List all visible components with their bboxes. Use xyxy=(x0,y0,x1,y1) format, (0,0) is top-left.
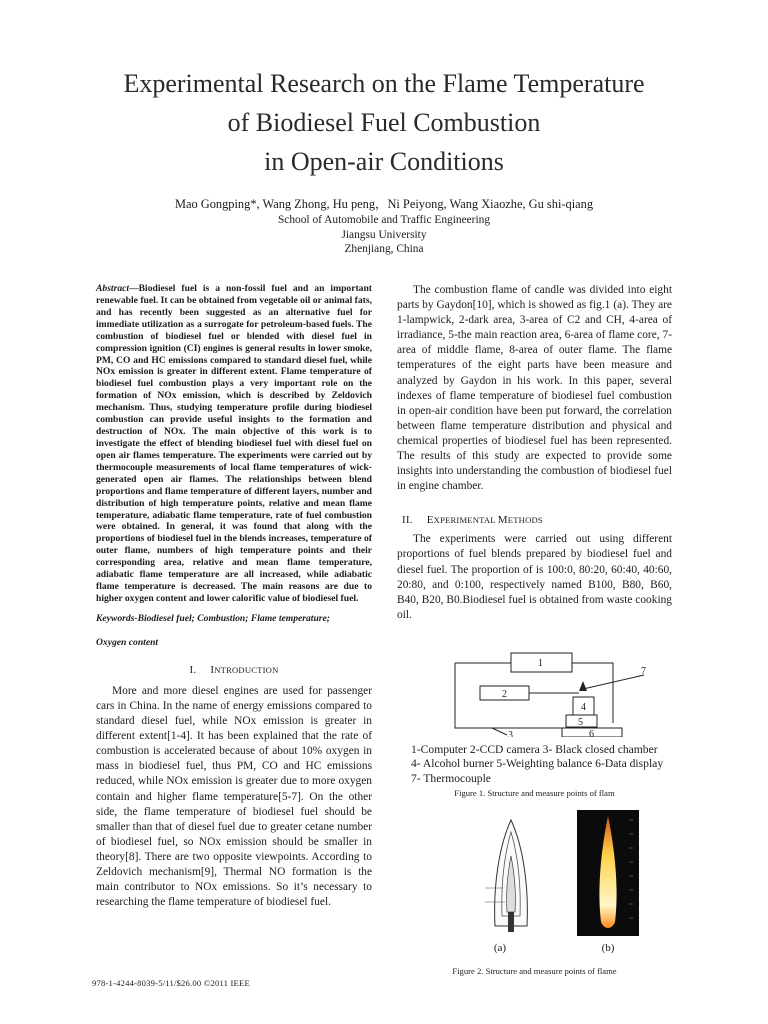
section-2-rest: ETHODS xyxy=(507,515,543,526)
fig1-label-4: 4 xyxy=(581,701,586,713)
introduction-text: More and more diesel engines are used for passenger cars in China. In the name of energy emissions compared to standard diesel fuel, while NOx emission is greater in different extent[1-4]. It has been explained that the rate of combustion is accelerated because of about 10% oxygen in mass in biodiesel fuel, thus PM, CO and HC emissions reduced, while NOx emission is greater due to more oxygen contain and higher flame temperature[5-7]. On the other side, the flame temperature of biodiesel fuel should be smaller than that of diesel fuel due to greater cetane number of biodiesel fuel, so NOx emission should be smaller in theory[8]. There are two opposite viewpoints. According to Zeldovich mechanism[9], Thermal NO formation is the main contributor to NOx emissions. So it’s necessary to researching the flame temperature of biodiesel fuel. xyxy=(96,684,372,909)
section-1-number: I. xyxy=(189,663,197,676)
methods-text: The experiments were carried out using different proportions of fuel blends prepared by biodiesel fuel and diesel fuel. The proportion of is 100:0, 80:20, 60:40, 40:60, 20:80, and 0:100, respectively named B100, B80, B60, B40, B20, B0.Biodiesel fuel is obtained from waste cooking oil. xyxy=(397,533,672,621)
legend-line-2: 4- Alcohol burner 5-Weighting balance 6-Data display xyxy=(411,757,664,771)
flame-symbol xyxy=(579,681,587,691)
section-1-heading xyxy=(96,664,372,676)
fig1-label-5: 5 xyxy=(578,716,583,728)
title-line-2: of Biodiesel Fuel Combustion xyxy=(227,108,541,137)
affiliation xyxy=(40,213,728,257)
section-2-number: II. xyxy=(402,514,413,527)
flame-sketch-image xyxy=(483,816,539,936)
section-2-initial-2: M xyxy=(497,514,508,527)
affiliation-city: Zhenjiang, China xyxy=(344,243,424,255)
section-2-heading xyxy=(397,514,672,526)
keywords-line-2: Oxygen content xyxy=(96,636,159,648)
figure-1-svg xyxy=(397,651,672,737)
copyright-footer: 978-1-4244-8039-5/11/$26.00 ©2011 IEEE xyxy=(92,978,250,988)
section-2-initial: E xyxy=(426,514,434,527)
affiliation-university: Jiangsu University xyxy=(341,228,427,241)
figure-1-diagram xyxy=(397,651,672,737)
title-line-1: Experimental Research on the Flame Temperature xyxy=(123,69,645,98)
fig1-label-2: 2 xyxy=(502,688,507,700)
figure-1-caption: Figure 1. Structure and measure points of flam xyxy=(454,788,615,799)
chamber-outline xyxy=(455,663,613,728)
fig1-label-6: 6 xyxy=(589,728,594,737)
figure-2b-label: (b) xyxy=(601,942,615,955)
figure-2 xyxy=(397,816,672,956)
legend-line-1: 1-Computer 2-CCD camera 3- Black closed chamber xyxy=(411,742,658,756)
section-2-mid: XPERIMENTAL xyxy=(433,515,498,526)
legend-line-3: 7- Thermocouple xyxy=(411,771,491,785)
section-1-initial: I xyxy=(210,663,215,676)
fig1-label-3: 3 xyxy=(508,729,513,737)
keywords-line-1: Keywords-Biodiesel fuel; Combustion; Flame temperature; xyxy=(96,612,330,624)
keywords xyxy=(96,613,372,649)
right-paragraph-1: The combustion flame of candle was divided into eight parts by Gaydon[10], which is showed as fig.1 (a). They are 1-lampwick, 2-dark area, 3-area of C2 and CH, 4-area of irradiance, 5-the main reaction area, 6-area of flame core, 7-area of middle flame, 8-area of outer flame. The flame temperatures of the eight parts have been measure and analyzed by Gaydon in his work. In this paper, several indexes of flame temperature of biodiesel fuel combustion in open-air condition have been put forward, the correlation between flame temperature distribution and physical and chemical properties of biodiesel fuel has been represented. The results of this study are expected to provide some insights into understanding the combustion of biodiesel fuel in engine chamber. xyxy=(397,284,672,493)
left-column xyxy=(96,283,372,910)
title-line-3: in Open-air Conditions xyxy=(264,147,504,176)
section-1-rest: NTRODUCTION xyxy=(214,664,279,675)
fig1-label-1: 1 xyxy=(538,657,543,669)
author-list: Mao Gongping*, Wang Zhong, Hu peng，Ni Peiyong, Wang Xiaozhe, Gu shi-qiang xyxy=(174,197,594,211)
figure-1-legend xyxy=(397,743,672,787)
right-column xyxy=(397,283,672,976)
fig1-label-7: 7 xyxy=(641,665,646,677)
abstract-body: —Biodiesel fuel is a non-fossil fuel and an important renewable fuel. It can be obtained from vegetable oil or animal fats, and has recently been suggested as an alternative fuel for immediate utilization as a surrogate for petroleum-based fuels. The combustion of biodiesel fuel or blended with diesel fuel in compression ignition (CI) engines is general results in lower smoke, PM, CO and HC emissions compared to standard diesel fuel, while NOx emission is greater in different extent. Flame temperature of biodiesel fuel combustion plays a very important role on the formation of NOx emission, which is described by Zeldovich mechanism. Thus, studying temperature profile during biodiesel combustion can provide useful insights to the formation and destruction of NOx. The main objective of this work is to investigate the effect of blending biodiesel fuel with diesel fuel on open air flames temperature. The experiments were carried out by thermocouple measurements of local flame temperatures of wick-generated open air flames. The relationships between blend proportions and flame temperature of different layers, number and distribution of high temperature points, relative and mean flame temperature, adiabatic flame temperature, rate of fuel combustion were obtained. In general, it was found that along with the proportions of biodiesel fuel in the blends increases, temperature of outer flame, numbers of high temperature points and their corresponding area, relative and mean flame temperature, adiabatic flame temperature are all increased, while adiabatic flame temperature is decreased. The main reasons are due to higher oxygen content and lower calorific value of biodiesel fuel. xyxy=(96,283,372,604)
affiliation-school: School of Automobile and Traffic Engineering xyxy=(277,214,491,226)
abstract xyxy=(96,283,372,605)
leader-3 xyxy=(492,728,507,735)
paper-title xyxy=(60,64,708,181)
figure-2a-label: (a) xyxy=(493,942,507,955)
flame-photo-image xyxy=(577,810,639,936)
abstract-lead: Abstract xyxy=(96,283,130,294)
figure-2-caption: Figure 2. Structure and measure points of flame xyxy=(452,966,617,977)
